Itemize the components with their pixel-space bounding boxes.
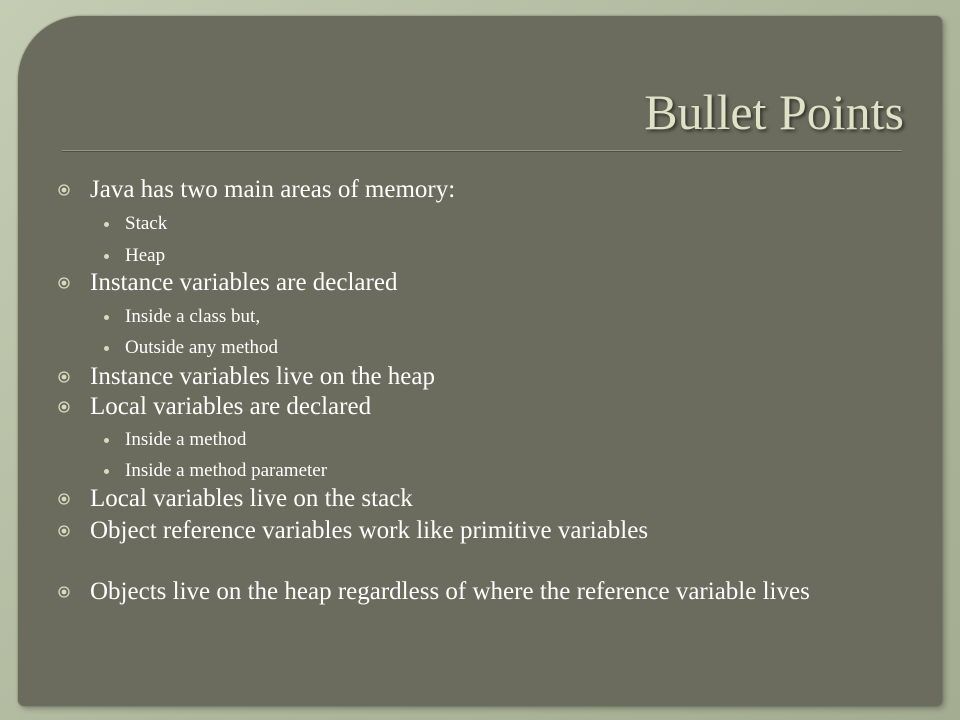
dot-bullet-icon (104, 438, 109, 443)
circled-dot-bullet-icon (58, 184, 70, 196)
dot-bullet-icon (104, 346, 109, 351)
sub-bullet-text: Heap (125, 245, 166, 266)
bullet-item (90, 392, 850, 422)
sub-bullet-item (125, 428, 825, 452)
bullet-text: Java has two main areas of memory: (90, 176, 456, 203)
sub-bullet-item (125, 336, 825, 360)
circled-dot-bullet-icon (58, 277, 70, 289)
bullet-item (90, 362, 850, 392)
bullet-text: Object reference variables work like primitive variables (90, 517, 649, 544)
bullet-item (90, 577, 850, 607)
circled-dot-bullet-icon (58, 586, 70, 598)
sub-bullet-item (125, 305, 825, 329)
bullet-text: Objects live on the heap regardless of where the reference variable lives (90, 578, 810, 605)
circled-dot-bullet-icon (58, 371, 70, 383)
dot-bullet-icon (104, 222, 109, 227)
bullet-text: Instance variables live on the heap (90, 363, 435, 390)
bullet-text: Local variables live on the stack (90, 485, 413, 512)
bullet-text: Instance variables are declared (90, 269, 398, 296)
sub-bullet-item (125, 212, 825, 236)
sub-bullet-text: Inside a method parameter (125, 460, 328, 481)
dot-bullet-icon (104, 254, 109, 259)
sub-bullet-text: Outside any method (125, 337, 279, 358)
bullet-item (90, 175, 850, 205)
circled-dot-bullet-icon (58, 401, 70, 413)
bullet-text: Local variables are declared (90, 393, 372, 420)
sub-bullet-text: Stack (125, 213, 168, 234)
sub-bullet-text: Inside a method (125, 429, 247, 450)
sub-bullet-item (125, 459, 825, 483)
slide-title: Bullet Points (644, 84, 904, 140)
circled-dot-bullet-icon (58, 493, 70, 505)
circled-dot-bullet-icon (58, 525, 70, 537)
bullet-item (90, 484, 850, 514)
dot-bullet-icon (104, 469, 109, 474)
dot-bullet-icon (104, 315, 109, 320)
bullet-item (90, 268, 850, 298)
sub-bullet-item (125, 244, 825, 268)
sub-bullet-text: Inside a class but, (125, 306, 261, 327)
bullet-item (90, 516, 850, 546)
